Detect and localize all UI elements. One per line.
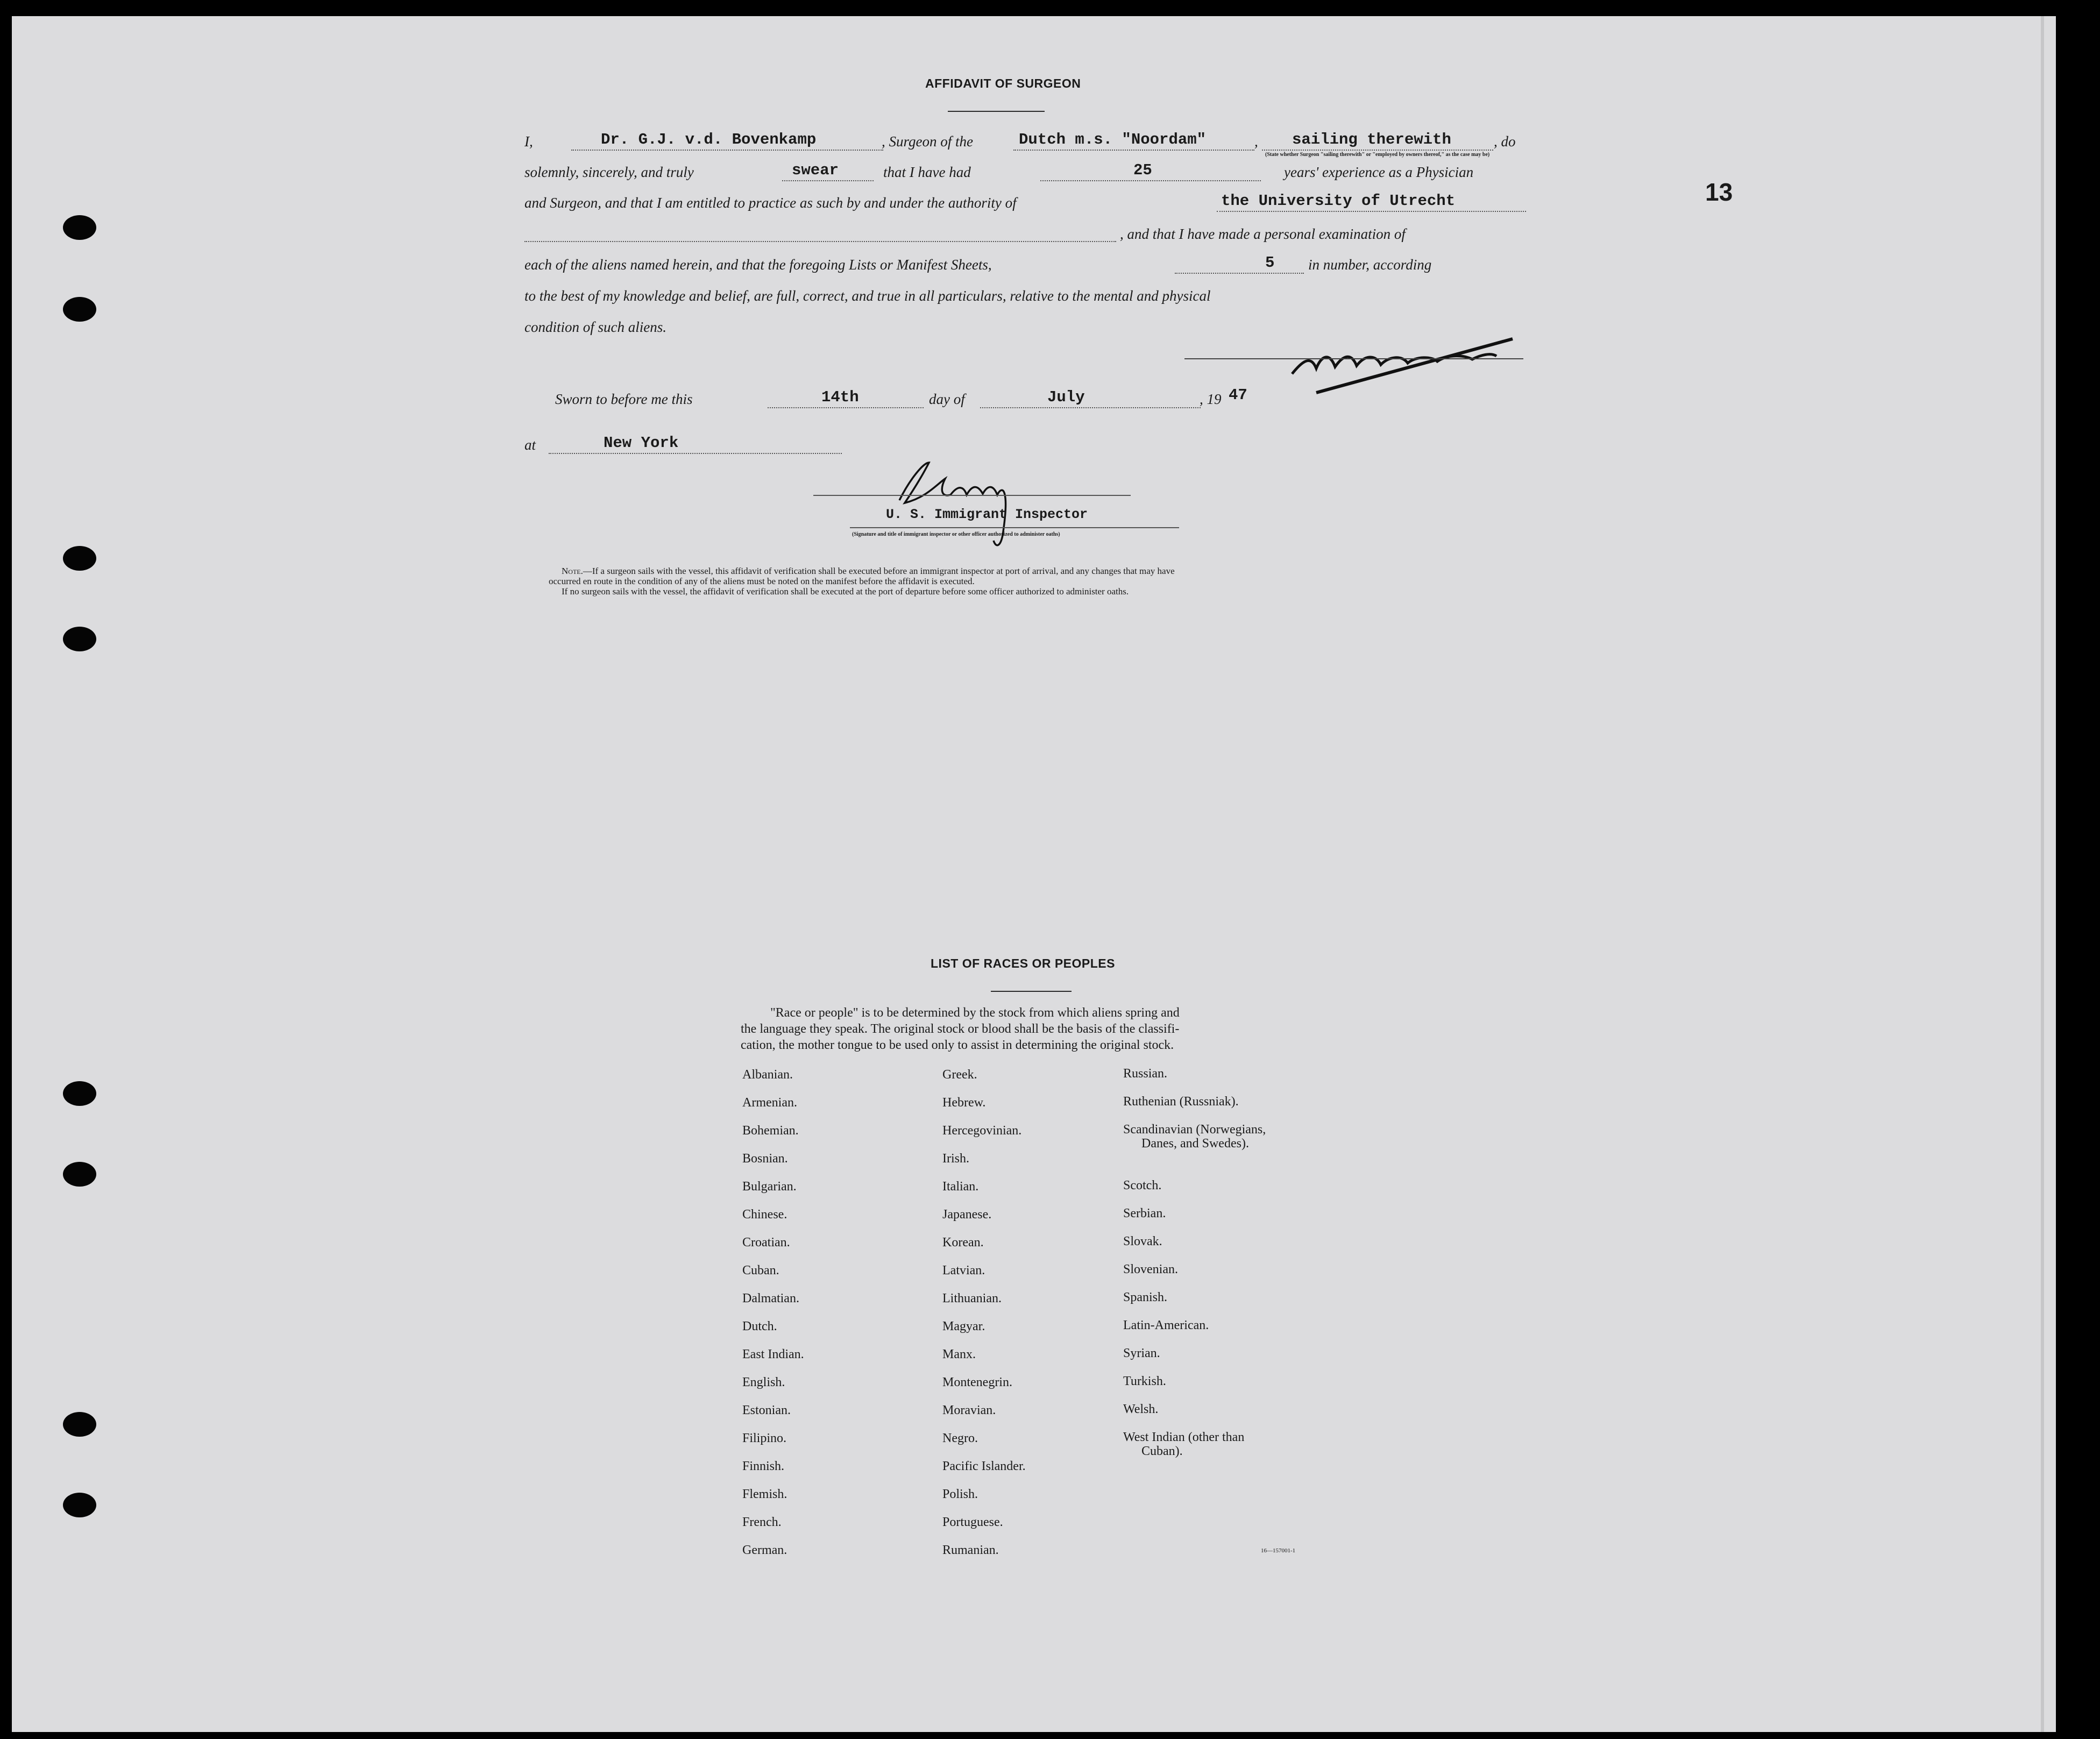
personal-exam-text: , and that I have made a personal examination of: [1120, 226, 1406, 242]
race-item: Serbian.: [1123, 1206, 1166, 1220]
race-item: Korean.: [942, 1236, 984, 1250]
to-best-text: to the best of my knowledge and belief, are full, correct, and true in all particulars, relative to the mental and physical: [524, 288, 1211, 304]
authority-line-2: [524, 241, 1116, 242]
race-item: Dutch.: [742, 1319, 777, 1333]
race-item: Estonian.: [742, 1403, 791, 1417]
years-line: [1040, 180, 1261, 181]
race-item: Chinese.: [742, 1208, 788, 1222]
race-item: Hebrew.: [942, 1096, 986, 1110]
note-2: If no surgeon sails with the vessel, the affidavit of verification shall be executed at the port of departure before some officer authorized to administer oaths.: [562, 586, 1129, 597]
month-line: [980, 407, 1201, 408]
race-item: Moravian.: [942, 1403, 996, 1417]
race-item: Manx.: [942, 1347, 976, 1361]
race-item: Dalmatian.: [742, 1291, 799, 1305]
sworn-text: Sworn to before me this: [555, 391, 693, 407]
race-item: Pacific Islander.: [942, 1459, 1026, 1473]
authority-value: the University of Utrecht: [1221, 192, 1456, 210]
place-line: [549, 453, 842, 454]
races-title-underline: [991, 991, 1072, 992]
punch-hole: [63, 546, 96, 571]
surgeon-of-label: , Surgeon of the: [882, 133, 973, 150]
inspector-sign-line: [813, 495, 1131, 496]
i-label: I,: [524, 133, 533, 150]
race-item: Spanish.: [1123, 1290, 1168, 1304]
day-line: [768, 407, 924, 408]
have-had-text: that I have had: [883, 164, 971, 180]
note-1b: occurred en route in the condition of any of the aliens must be noted on the manifest before the affidavit is executed.: [549, 576, 975, 586]
race-item: Russian.: [1123, 1067, 1168, 1081]
inspector-signature: [878, 446, 1082, 554]
years-exp-text: years' experience as a Physician: [1284, 164, 1474, 180]
race-item: Albanian.: [742, 1068, 793, 1082]
do-label: , do: [1494, 133, 1516, 150]
punch-hole: [63, 1162, 96, 1187]
punch-hole: [63, 1081, 96, 1106]
years-value: 25: [1133, 161, 1152, 179]
sheets-value: 5: [1265, 254, 1275, 272]
races-intro-1: "Race or people" is to be determined by the stock from which aliens spring and: [770, 1006, 1180, 1020]
race-item: French.: [742, 1515, 782, 1529]
race-item: English.: [742, 1375, 785, 1389]
day-value: 14th: [821, 388, 859, 406]
note-1: [562, 566, 1175, 577]
race-item: Latin-American.: [1123, 1318, 1209, 1332]
surgeon-name: Dr. G.J. v.d. Bovenkamp: [601, 131, 817, 148]
year-prefix: , 19: [1200, 391, 1222, 407]
race-item: Filipino.: [742, 1431, 787, 1445]
title-underline: [948, 111, 1045, 112]
race-item: Negro.: [942, 1431, 978, 1445]
inspector-title: U. S. Immigrant Inspector: [886, 507, 1088, 522]
year-suffix: 47: [1229, 386, 1247, 404]
punch-hole: [63, 1493, 96, 1517]
surgeon-signature: [1271, 317, 1529, 398]
race-item: Latvian.: [942, 1264, 985, 1277]
day-of-text: day of: [929, 391, 965, 407]
race-item: Ruthenian (Russniak).: [1123, 1095, 1239, 1109]
punch-hole: [63, 297, 96, 322]
race-item: Syrian.: [1123, 1346, 1160, 1360]
surgeon-sign-line: [1184, 358, 1523, 359]
race-item: Bohemian.: [742, 1124, 799, 1138]
race-item: Polish.: [942, 1487, 978, 1501]
vessel-name: Dutch m.s. "Noordam": [1019, 131, 1207, 148]
races-intro-2: the language they speak. The original stock or blood shall be the basis of the classifi-: [741, 1022, 1180, 1036]
race-item: East Indian.: [742, 1347, 804, 1361]
affidavit-title: AFFIDAVIT OF SURGEON: [925, 76, 1081, 90]
race-item: Scotch.: [1123, 1179, 1162, 1193]
race-item: Cuban.: [742, 1264, 779, 1277]
race-item: Rumanian.: [942, 1543, 999, 1557]
race-item: Croatian.: [742, 1236, 790, 1250]
each-alien-text: each of the aliens named herein, and that the foregoing Lists or Manifest Sheets,: [524, 257, 992, 273]
race-item: Irish.: [942, 1152, 969, 1166]
race-item: Italian.: [942, 1180, 979, 1194]
races-intro-3: cation, the mother tongue to be used only to assist in determining the original stock.: [741, 1038, 1174, 1052]
race-item: Japanese.: [942, 1208, 992, 1222]
sheets-line: [1175, 273, 1304, 274]
punch-hole: [63, 1412, 96, 1437]
page-number: 13: [1705, 178, 1733, 206]
capacity-value: sailing therewith: [1292, 131, 1451, 148]
race-item: Montenegrin.: [942, 1375, 1012, 1389]
race-item: West Indian (other than: [1123, 1430, 1245, 1444]
document-sheet: [12, 16, 2056, 1732]
race-item: Danes, and Swedes).: [1141, 1137, 1249, 1151]
form-code: 16—157001-1: [1261, 1548, 1296, 1554]
month-value: July: [1047, 388, 1085, 406]
race-item: Cuban).: [1141, 1444, 1183, 1458]
inspector-hint-line: [850, 527, 1179, 528]
vessel-line: [1013, 150, 1254, 151]
oath-line: [782, 180, 874, 181]
note-1-text: —If a surgeon sails with the vessel, this affidavit of verification shall be executed before an immigrant inspector at port of arrival, and any changes that may have: [583, 566, 1175, 576]
races-title: LIST OF RACES OR PEOPLES: [931, 956, 1115, 970]
and-surgeon-text: and Surgeon, and that I am entitled to practice as such by and under the authority of: [524, 195, 1017, 211]
race-item: Armenian.: [742, 1096, 797, 1110]
race-item: Finnish.: [742, 1459, 785, 1473]
punch-hole: [63, 215, 96, 240]
race-item: Slovenian.: [1123, 1262, 1178, 1276]
race-item: German.: [742, 1543, 788, 1557]
race-item: Flemish.: [742, 1487, 788, 1501]
race-item: Bosnian.: [742, 1152, 788, 1166]
at-label: at: [524, 437, 536, 453]
race-item: Slovak.: [1123, 1234, 1162, 1248]
race-item: Greek.: [942, 1068, 977, 1082]
punch-hole: [63, 627, 96, 651]
race-item: Hercegovinian.: [942, 1124, 1022, 1138]
in-number-text: in number, according: [1308, 257, 1432, 273]
name-line: [571, 150, 883, 151]
race-item: Portuguese.: [942, 1515, 1003, 1529]
race-item: Magyar.: [942, 1319, 985, 1333]
place-value: New York: [604, 434, 679, 452]
page-edge: [2041, 16, 2044, 1732]
solemnly-text: solemnly, sincerely, and truly: [524, 164, 694, 180]
comma: ,: [1254, 133, 1258, 150]
race-item: Welsh.: [1123, 1402, 1159, 1416]
race-item: Lithuanian.: [942, 1291, 1002, 1305]
race-item: Turkish.: [1123, 1374, 1166, 1388]
race-item: Bulgarian.: [742, 1180, 797, 1194]
note-label: Note.: [562, 566, 583, 576]
authority-line: [1217, 211, 1526, 212]
race-item: Scandinavian (Norwegians,: [1123, 1123, 1266, 1137]
inspector-hint: (Signature and title of immigrant inspector or other officer authorized to administer oaths): [852, 531, 1060, 537]
oath-type: swear: [792, 161, 839, 179]
capacity-line: [1262, 150, 1493, 151]
condition-text: condition of such aliens.: [524, 319, 666, 335]
capacity-hint: (State whether Surgeon "sailing therewith" or "employed by owners thereof," as the case may be): [1265, 152, 1490, 158]
